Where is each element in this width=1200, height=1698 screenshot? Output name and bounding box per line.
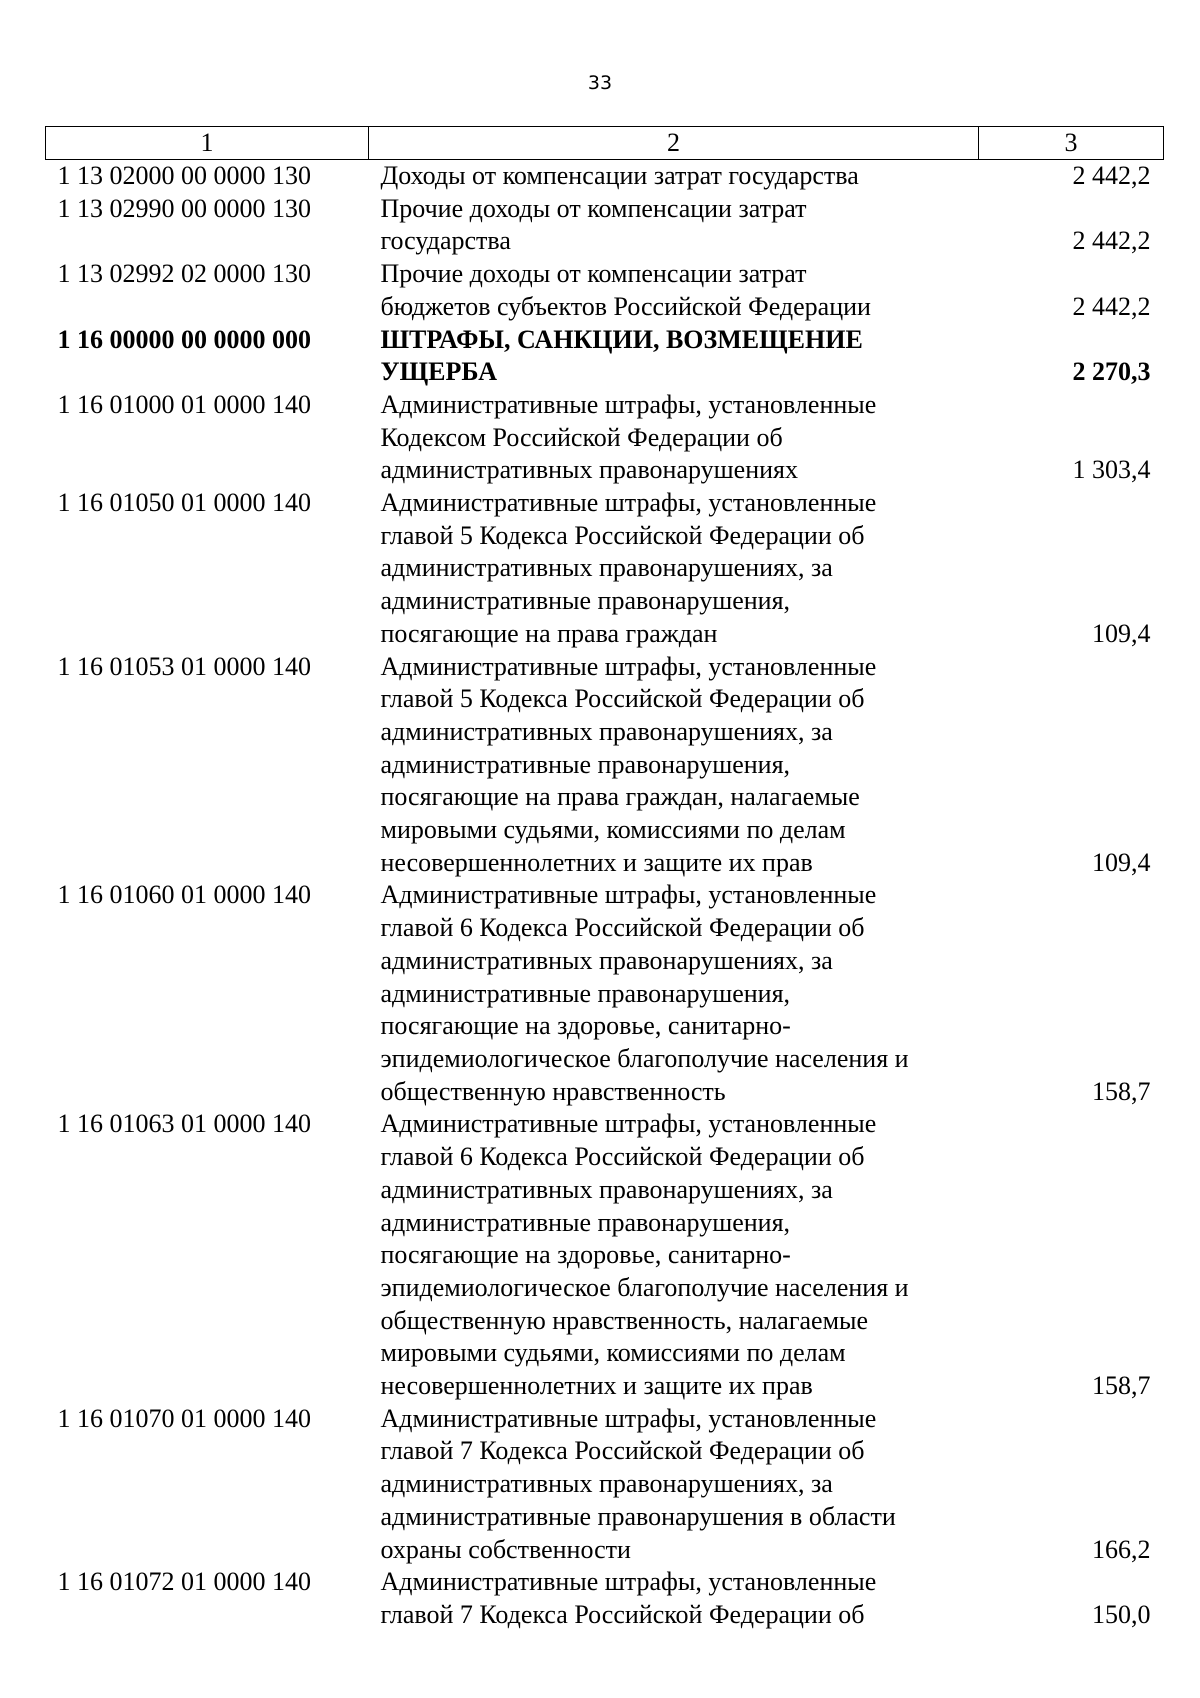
description-line: Административные штрафы, установленные bbox=[380, 488, 877, 518]
description-line: эпидемиологическое благополучие населения и bbox=[380, 1272, 909, 1302]
description-line: административных правонарушениях, за bbox=[380, 1469, 833, 1499]
description-line: главой 6 Кодекса Российской Федерации об bbox=[380, 913, 865, 943]
budget-code: 1 16 01000 01 0000 140 bbox=[57, 389, 311, 419]
description-line: главой 7 Кодекса Российской Федерации об bbox=[380, 1436, 865, 1466]
description-line: посягающие на здоровье, санитарно- bbox=[380, 1240, 791, 1270]
description-line: Административные штрафы, установленные bbox=[380, 1567, 877, 1597]
description-line: общественную нравственность bbox=[380, 1076, 726, 1106]
description-line: несовершеннолетних и защите их прав bbox=[380, 1371, 813, 1401]
table-row bbox=[46, 1566, 1164, 1631]
description-line: Кодексом Российской Федерации об bbox=[380, 422, 783, 452]
amount: 166,2 bbox=[1092, 1534, 1151, 1564]
description-line: административных правонарушениях bbox=[380, 455, 798, 485]
description-line: административных правонарушениях, за bbox=[380, 945, 833, 975]
description-line: административные правонарушения в области bbox=[380, 1501, 896, 1531]
budget-code: 1 16 01050 01 0000 140 bbox=[57, 488, 311, 518]
description-line: административных правонарушениях, за bbox=[380, 716, 833, 746]
description-line: государства bbox=[380, 226, 511, 256]
table-row bbox=[46, 389, 1164, 487]
amount: 150,0 bbox=[1092, 1599, 1151, 1629]
revenue-description bbox=[369, 324, 979, 389]
description-line: Доходы от компенсации затрат государства bbox=[380, 161, 859, 190]
description-line: административные правонарушения, bbox=[380, 1207, 791, 1237]
description-line: Административные штрафы, установленные bbox=[380, 880, 877, 910]
revenue-description bbox=[369, 1566, 979, 1631]
budget-code: 1 16 01070 01 0000 140 bbox=[57, 1403, 311, 1433]
revenue-description bbox=[369, 1403, 979, 1567]
revenue-description bbox=[369, 487, 979, 651]
revenue-description bbox=[369, 389, 979, 487]
budget-code: 1 16 01060 01 0000 140 bbox=[57, 880, 311, 910]
revenue-description bbox=[369, 160, 979, 193]
description-line: главой 5 Кодекса Российской Федерации об bbox=[380, 520, 865, 550]
description-line: административные правонарушения, bbox=[380, 749, 791, 779]
revenue-description bbox=[369, 1108, 979, 1402]
description-line: охраны собственности bbox=[380, 1534, 631, 1564]
description-line: административные правонарушения, bbox=[380, 978, 791, 1008]
budget-code: 1 16 01063 01 0000 140 bbox=[57, 1109, 311, 1139]
description-line: Административные штрафы, установленные bbox=[380, 1109, 877, 1139]
column-header-1: 1 bbox=[46, 127, 369, 160]
description-line: административные правонарушения, bbox=[380, 586, 791, 616]
description-line: ШТРАФЫ, САНКЦИИ, ВОЗМЕЩЕНИЕ bbox=[380, 324, 863, 354]
amount: 158,7 bbox=[1092, 1076, 1151, 1106]
table-row bbox=[46, 879, 1164, 1108]
table-row bbox=[46, 258, 1164, 323]
budget-code: 1 16 01072 01 0000 140 bbox=[57, 1567, 311, 1597]
table-row bbox=[46, 1403, 1164, 1567]
description-line: административных правонарушениях, за bbox=[380, 1174, 833, 1204]
column-header-2: 2 bbox=[369, 127, 979, 160]
revenue-description bbox=[369, 879, 979, 1108]
revenue-table bbox=[45, 126, 1164, 1632]
table-header bbox=[46, 127, 1164, 160]
amount: 1 303,4 bbox=[1072, 455, 1151, 485]
description-line: УЩЕРБА bbox=[380, 357, 497, 387]
description-line: посягающие на права граждан, налагаемые bbox=[380, 782, 860, 812]
amount: 109,4 bbox=[1092, 618, 1151, 648]
description-line: Административные штрафы, установленные bbox=[380, 389, 877, 419]
amount: 2 270,3 bbox=[1072, 357, 1151, 387]
description-line: посягающие на права граждан bbox=[380, 618, 718, 648]
table-row bbox=[46, 324, 1164, 389]
header-row bbox=[46, 127, 1164, 160]
description-line: Прочие доходы от компенсации затрат bbox=[380, 259, 807, 289]
column-header-3: 3 bbox=[979, 127, 1164, 160]
amount: 109,4 bbox=[1092, 847, 1151, 877]
table-row bbox=[46, 651, 1164, 880]
description-line: мировыми судьями, комиссиями по делам bbox=[380, 815, 846, 845]
description-line: административных правонарушениях, за bbox=[380, 553, 833, 583]
revenue-description bbox=[369, 258, 979, 323]
description-line: эпидемиологическое благополучие населения и bbox=[380, 1043, 909, 1073]
description-line: посягающие на здоровье, санитарно- bbox=[380, 1011, 791, 1041]
budget-code: 1 13 02992 02 0000 130 bbox=[57, 259, 311, 289]
table-row bbox=[46, 193, 1164, 258]
table-body bbox=[46, 160, 1164, 1632]
description-line: главой 7 Кодекса Российской Федерации об bbox=[380, 1599, 865, 1629]
description-line: общественную нравственность, налагаемые bbox=[380, 1305, 869, 1335]
budget-code: 1 13 02000 00 0000 130 bbox=[57, 161, 311, 190]
budget-code: 1 16 00000 00 0000 000 bbox=[57, 324, 311, 354]
budget-code: 1 16 01053 01 0000 140 bbox=[57, 651, 311, 681]
description-line: главой 6 Кодекса Российской Федерации об bbox=[380, 1142, 865, 1172]
budget-code: 1 13 02990 00 0000 130 bbox=[57, 193, 311, 223]
amount: 2 442,2 bbox=[1072, 161, 1151, 190]
page-number: 33 bbox=[587, 72, 613, 94]
amount: 2 442,2 bbox=[1072, 291, 1151, 321]
amount: 2 442,2 bbox=[1072, 226, 1151, 256]
description-line: мировыми судьями, комиссиями по делам bbox=[380, 1338, 846, 1368]
table-row bbox=[46, 487, 1164, 651]
description-line: главой 5 Кодекса Российской Федерации об bbox=[380, 684, 865, 714]
description-line: Административные штрафы, установленные bbox=[380, 1403, 877, 1433]
description-line: Административные штрафы, установленные bbox=[380, 651, 877, 681]
description-line: бюджетов субъектов Российской Федерации bbox=[380, 291, 871, 321]
description-line: Прочие доходы от компенсации затрат bbox=[380, 193, 807, 223]
table-row bbox=[46, 1108, 1164, 1402]
table-row bbox=[46, 160, 1164, 193]
revenue-description bbox=[369, 193, 979, 258]
revenue-description bbox=[369, 651, 979, 880]
description-line: несовершеннолетних и защите их прав bbox=[380, 847, 813, 877]
amount: 158,7 bbox=[1092, 1371, 1151, 1401]
